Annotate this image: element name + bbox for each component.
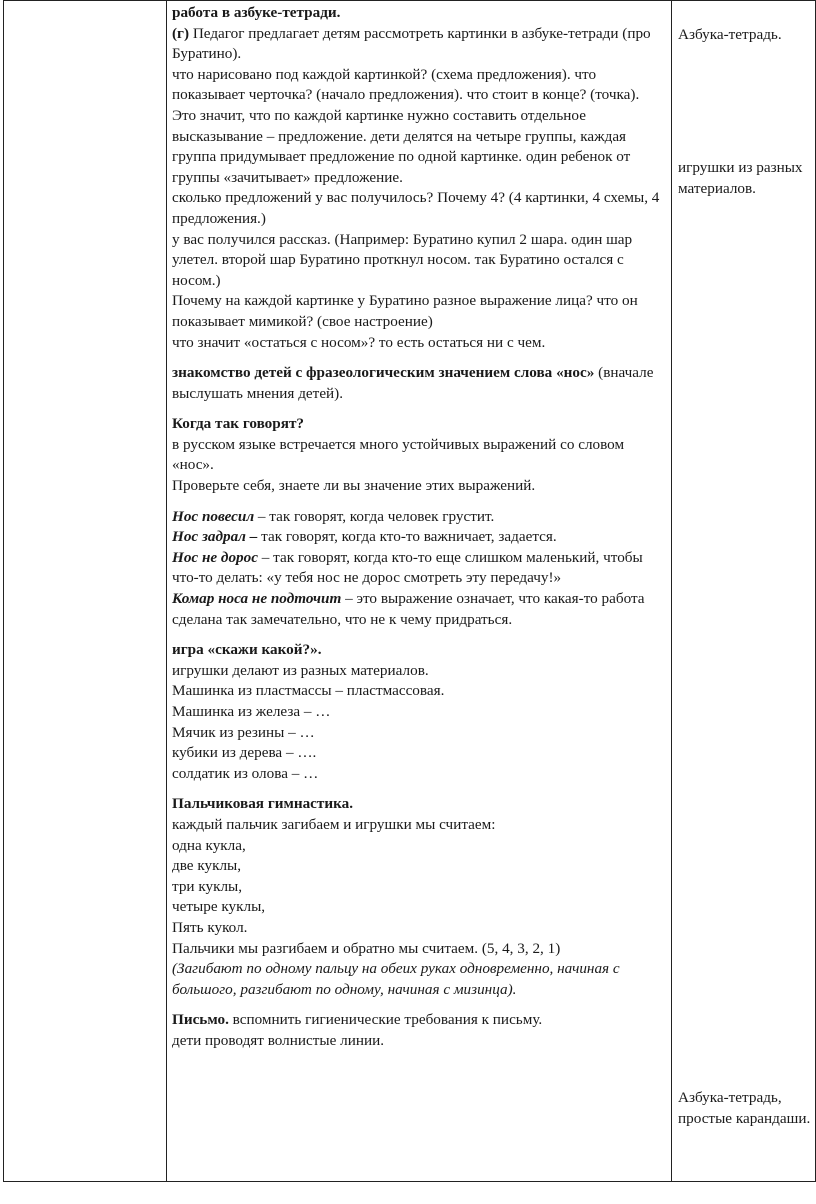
stage-column-cell xyxy=(4,1,167,1182)
item-label: (г) xyxy=(172,24,190,42)
section-heading: игра «скажи какой?». xyxy=(172,641,322,659)
materials-column-cell xyxy=(672,1,816,1182)
section-heading: Пальчиковая гимнастика. xyxy=(172,795,354,813)
idiom-item xyxy=(172,527,667,548)
idiom-term: Нос задрал – xyxy=(172,528,258,546)
idiom-term: Нос не дорос xyxy=(172,548,258,566)
paragraph-text: (вначале выслушать мнения детей). xyxy=(172,364,654,402)
paragraph-text: что значит «остаться с носом»? то есть остаться ни с чем. xyxy=(172,333,546,351)
paragraph-text: вспомнить гигиенические требования к письму. xyxy=(228,1011,543,1029)
table-row xyxy=(4,1,816,1182)
idiom-definition: – так говорят, когда человек грустит. xyxy=(254,507,495,525)
paragraph-text: в русском языке встречается много устойчивых выражений со словом «нос». xyxy=(172,435,625,474)
idiom-definition: – так говорят, когда кто-то еще слишком маленький, чтобы что-то делать: «у тебя нос не дорос смотреть эту передачу!» xyxy=(172,548,643,587)
idiom-item xyxy=(172,589,667,630)
lesson-plan-table xyxy=(3,0,816,1182)
idiom-definition: так говорят, когда кто-то важничает, задается. xyxy=(257,528,557,546)
paragraph-text: Педагог предлагает детям рассмотреть картинки в азбуке-тетради (про Буратино). xyxy=(172,24,651,63)
paragraph-text: что нарисовано под каждой картинкой? (схема предложения). что показывает черточка? (начало предложения). что стоит в конце? (точка). Это значит, что по каждой картинке нужно составить отдельное высказывание – предложение. дети делятся на четыре группы, каждая группа придумывает предложение по одной картинке. один ребенок от группы «зачитывает» предложение. xyxy=(172,65,640,186)
list-item: каждый пальчик загибаем и игрушки мы считаем: xyxy=(172,815,496,833)
activity-column-cell xyxy=(167,1,672,1182)
materials-note-2: игрушки из разных материалов. xyxy=(678,159,803,197)
list-item: Мячик из резины – … xyxy=(172,723,315,741)
idiom-item xyxy=(172,548,667,589)
list-item: Пальчики мы разгибаем и обратно мы считаем. (5, 4, 3, 2, 1) xyxy=(172,939,561,957)
idiom-definition: – это выражение означает, что какая-то работа сделана так замечательно, что не к чему придраться. xyxy=(172,590,645,628)
section-heading: Когда так говорят? xyxy=(172,415,304,433)
paragraph-text: у вас получился рассказ. (Например: Буратино купил 2 шара. один шар улетел. второй шар Буратино проткнул носом. так Буратино остался с носом.) xyxy=(172,230,633,289)
list-item: кубики из дерева – …. xyxy=(172,744,317,762)
section-heading: знакомство детей с фразеологическим значением слова «нос» xyxy=(172,364,595,382)
paragraph-text: Проверьте себя, знаете ли вы значение этих выражений. xyxy=(172,477,536,495)
list-item: четыре куклы, xyxy=(172,898,266,916)
list-item: игрушки делают из разных материалов. xyxy=(172,661,429,679)
list-item: одна кукла, xyxy=(172,836,246,854)
section-azbuka xyxy=(172,3,667,65)
activity-text xyxy=(167,1,671,1052)
instruction-note: (Загибают по одному пальцу на обеих руках одновременно, начиная с большого, разгибают по одному, начиная с мизинца). xyxy=(172,960,620,998)
section-writing xyxy=(172,1010,667,1031)
paragraph-text: дети проводят волнистые линии. xyxy=(172,1031,385,1049)
section-phraseology xyxy=(172,363,667,404)
list-item: две куклы, xyxy=(172,857,242,875)
list-item: Машинка из железа – … xyxy=(172,703,331,720)
list-item: Машинка из пластмассы – пластмассовая. xyxy=(172,682,445,700)
materials-note-1: Азбука-тетрадь. xyxy=(678,26,782,43)
list-item: три куклы, xyxy=(172,877,243,895)
paragraph-text: сколько предложений у вас получилось? Почему 4? (4 картинки, 4 схемы, 4 предложения.) xyxy=(172,189,660,227)
section-heading: работа в азбуке-тетради. xyxy=(172,4,341,21)
materials-note-3: Азбука-тетрадь, простые карандаши. xyxy=(678,1089,811,1127)
idiom-term: Комар носа не подточит xyxy=(172,590,342,608)
idiom-term: Нос повесил xyxy=(172,507,255,525)
idiom-item xyxy=(172,507,667,528)
paragraph-text: Почему на каждой картинке у Буратино разное выражение лица? что он показывает мимикой? (свое настроение) xyxy=(172,292,638,330)
list-item: Пять кукол. xyxy=(172,918,248,936)
section-heading: Письмо. xyxy=(172,1011,229,1029)
list-item: солдатик из олова – … xyxy=(172,764,319,782)
